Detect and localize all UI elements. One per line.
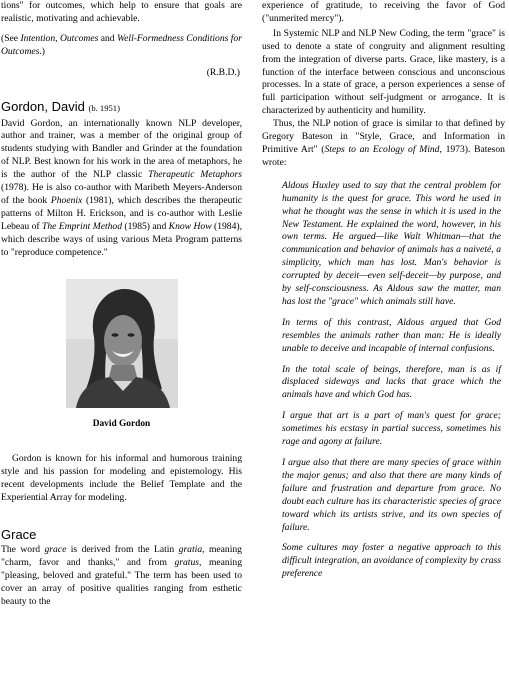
grace-text-4: , meaning "pleasing, beloved and grateful." The term has been used to cover an array of positive qualities ranging from esthetic beauty to the bbox=[1, 556, 242, 607]
book-phoenix: Phoenix bbox=[50, 194, 83, 206]
see-link-intention[interactable]: Intention, Outcomes bbox=[20, 32, 99, 44]
quote-paragraph: Some cultures may foster a negative approach to this difficult integration, an avoidance of complexity by crass preference bbox=[282, 542, 502, 580]
book-therapeutic-metaphors: Therapeutic Metaphors bbox=[148, 169, 242, 181]
david-gordon-photo bbox=[66, 279, 178, 408]
see-also-reference bbox=[1, 33, 242, 59]
right-column bbox=[262, 0, 505, 581]
see-and: and bbox=[98, 32, 118, 44]
grace-text-2: is derived from the Latin bbox=[66, 543, 179, 555]
bateson-text-2: , 1973). Bateson wrote: bbox=[262, 143, 505, 168]
quote-paragraph: I argue that art is a part of man's quest for grace; sometimes his ecstasy in partial success, sometimes his rage and agony at failure. bbox=[282, 410, 501, 448]
quote-paragraph: Aldous Huxley used to say that the central problem for humanity is the quest for grace. This word he used in what he thought was the sense in which it is used in the New Testament. He explained the word, however, in his own terms. He argued—like Walt Whitman—that the communication and behavior of animals has a naiveté, a simplicity, which man has lost. Man's behavior is corrupted by deceit—even self-deceit—by purpose, and by self-consciousness. As Aldous saw the matter, man has lost the "grace" which animals still have. bbox=[282, 179, 501, 307]
book-emprint-method: The Emprint Method bbox=[42, 220, 123, 232]
entry-name: Gordon, David bbox=[1, 98, 85, 114]
bio-text-1: David Gordon, an internationally known NLP developer, author and trainer, was a member of the original group of students studying with Bandler and Grinder at the foundation of NLP. Best known for his work in the area of metaphors, he is the author of the NLP classic bbox=[1, 117, 242, 181]
entry-years: (b. 1951) bbox=[88, 102, 120, 113]
see-prefix: (See bbox=[1, 32, 21, 44]
bateson-text-1: Thus, the NLP notion of grace is similar to that defined by Gregory Bateson in "Style, Grace, and Information in Primitive Art" ( bbox=[262, 118, 505, 155]
gordon-bio bbox=[1, 118, 242, 260]
author-signature: (R.B.D.) bbox=[206, 66, 240, 78]
grace-heading: Grace bbox=[1, 526, 37, 542]
bateson-intro bbox=[262, 118, 505, 170]
grace-text-1: The word bbox=[1, 543, 45, 555]
bateson-quote bbox=[262, 180, 505, 581]
see-suffix: .) bbox=[39, 45, 45, 57]
grace-definition bbox=[1, 544, 242, 609]
bio-text-5: (1984), which describe ways of using various Meta Program patterns to "reproduce competence." bbox=[1, 220, 242, 258]
quote-paragraph: I argue also that there are many species of grace within the major genus; and also that there are many kinds of failure and frustration and departure from grace. No doubt each culture has its characteristic species of grace toward which its artists strive, and its own species of failure. bbox=[282, 457, 501, 533]
grace-text-3: , meaning "charm, favor and thanks," and from bbox=[1, 543, 242, 568]
continued-paragraph: tions" for outcomes, which help to ensure that goals are realistic, motivating and achievable. bbox=[1, 0, 242, 24]
photo-caption: David Gordon bbox=[92, 419, 151, 430]
grace-term: grace bbox=[44, 543, 67, 555]
portrait-illustration bbox=[66, 279, 178, 408]
entry-title-grace bbox=[1, 527, 242, 542]
book-steps-ecology: Steps to an Ecology of Mind bbox=[324, 143, 440, 155]
book-know-how: Know How bbox=[168, 220, 212, 232]
quote-paragraph: In terms of this contrast, Aldous argued that God resembles the animals rather than man: He is ideally unable to deceive and incapable of internal confusions. bbox=[282, 316, 501, 354]
bio-text-2: (1978). He is also co-author with Maribeth Meyers-Anderson of the book bbox=[1, 182, 242, 206]
quote-paragraph: In the total scale of beings, therefore, man is as if displaced sideways and lacks that grace which the animals have and which God has. bbox=[282, 363, 501, 401]
photo-block bbox=[1, 279, 242, 432]
continued-grace-paragraph: experience of gratitude, to receiving the favor of God ("unmerited mercy"). bbox=[262, 0, 505, 24]
left-column bbox=[1, 0, 242, 608]
latin-gratia: gratia bbox=[178, 543, 203, 555]
gordon-style-paragraph: Gordon is known for his informal and humorous training style and his passion for modeling and epistemology. His recent developments include the Belief Template and the Experiential Array for modeling. bbox=[1, 453, 242, 504]
bio-text-4: (1985) and bbox=[122, 220, 169, 232]
see-link-well-formedness[interactable]: Well-Formedness Conditions for Outcomes bbox=[1, 32, 242, 57]
bio-text-3: (1981), which describes the therapeutic patterns of Milton H. Erickson, and is co-author with Leslie Lebeau of bbox=[1, 194, 242, 232]
systemic-nlp-paragraph: In Systemic NLP and NLP New Coding, the term "grace" is used to denote a state of congruity and alignment resulting from the integration of diverse parts. Grace, like mastery, is a function of the interface between conscious and unconscious processes. In a state of grace, a person experiences a sense of full participation without self-judgment or arrogance. It is characterized by authenticity and humility. bbox=[262, 27, 505, 117]
entry-title-gordon bbox=[1, 99, 242, 116]
latin-gratus: gratus bbox=[174, 556, 200, 568]
